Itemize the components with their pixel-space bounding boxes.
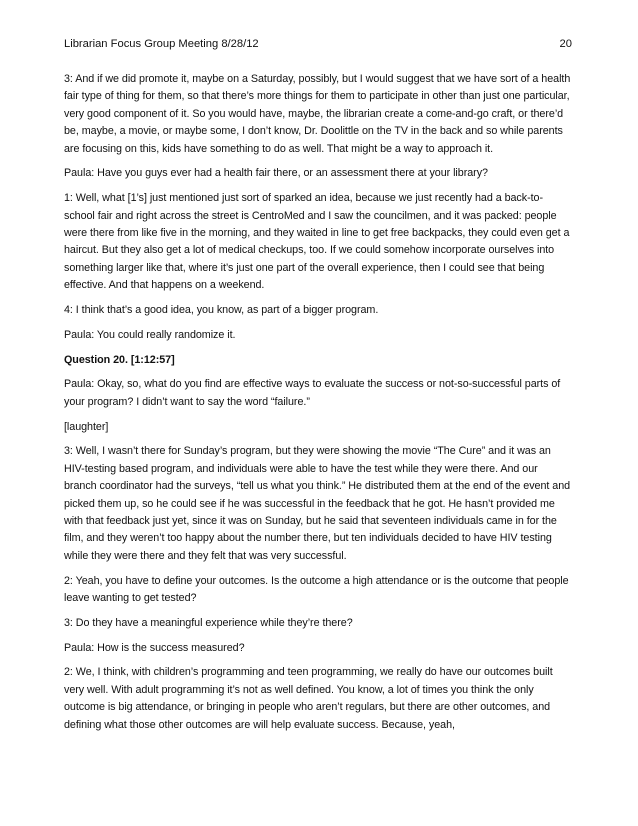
transcript-paragraph: 1: Well, what [1’s] just mentioned just sort of sparked an idea, because we just recently had a back-to-school fair and right across the street is CentroMed and I saw the councilmen, and it was packed: people were there from like five in the morning, and they waited in line to get free backpacks, they could even get a haircut. But they also get a lot of medical checkups, too. If we could somehow incorporate ourselves into something larger like that, where it’s just one part of the overall experience, then I could see that being effective. And that happens on a weekend.	[64, 192, 570, 292]
page-header	[64, 36, 572, 52]
transcript-paragraph: Paula: How is the success measured?	[64, 641, 245, 654]
transcript-paragraph: 3: Well, I wasn’t there for Sunday’s program, but they were showing the movie “The Cure” and it was an HIV-testing based program, and individuals were able to have the test while they were there. And our branch coordinator had the surveys, “tell us what you think.” He distributed them at the end of the event and picked them up, so he could see if he was successful in the feedback that he got. He hasn’t provided me with that feedback just yet, since it was on Sunday, but he said that seventeen individuals came in for the film, and they weren’t too happy about the number there, but ten individuals decided to have HIV testing while they were there and they felt that was very successful.	[64, 445, 571, 562]
transcript-paragraph: Paula: Have you guys ever had a health fair there, or an assessment there at your library?	[64, 167, 488, 180]
transcript-paragraph: 4: I think that’s a good idea, you know, as part of a bigger program.	[64, 304, 379, 317]
transcript-paragraph: 3: And if we did promote it, maybe on a Saturday, possibly, but I would suggest that we have sort of a health fair type of thing for them, so that there’s more things for them to participate in other than just one particular, very good component of it. So you would have, maybe, the librarian create a come-and-go craft, or there’d be, maybe, a movie, or maybe some, I don’t know, Dr. Doolittle on the TV in the back and so while parents are focusing on this, kids have something to do as well. That might be a way to approach it.	[64, 73, 571, 155]
transcript-paragraph: Paula: Okay, so, what do you find are effective ways to evaluate the success or not-so-successful parts of your program? I didn’t want to say the word “failure.”	[64, 378, 561, 408]
transcript-paragraph: [laughter]	[64, 420, 109, 433]
header-title: Librarian Focus Group Meeting 8/28/12	[64, 38, 259, 50]
transcript-paragraph: Paula: You could really randomize it.	[64, 328, 236, 341]
transcript-paragraph: 2: We, I think, with children’s programming and teen programming, we really do have our outcomes built very well. With adult programming it’s not as well defined. You know, a lot of times you think the only outcome is big attendance, or bringing in people who aren’t regulars, but there are other outcomes, and defining what those other outcomes are will help evaluate success. Because, yeah,	[64, 666, 553, 731]
transcript-paragraph: 2: Yeah, you have to define your outcomes. Is the outcome a high attendance or is the outcome that people leave wanting to get tested?	[64, 574, 569, 605]
transcript-paragraph: 3: Do they have a meaningful experience while they’re there?	[64, 616, 353, 629]
page-number: 20	[559, 38, 572, 50]
question-heading: Question 20. [1:12:57]	[64, 353, 175, 366]
transcript-body	[64, 71, 572, 741]
